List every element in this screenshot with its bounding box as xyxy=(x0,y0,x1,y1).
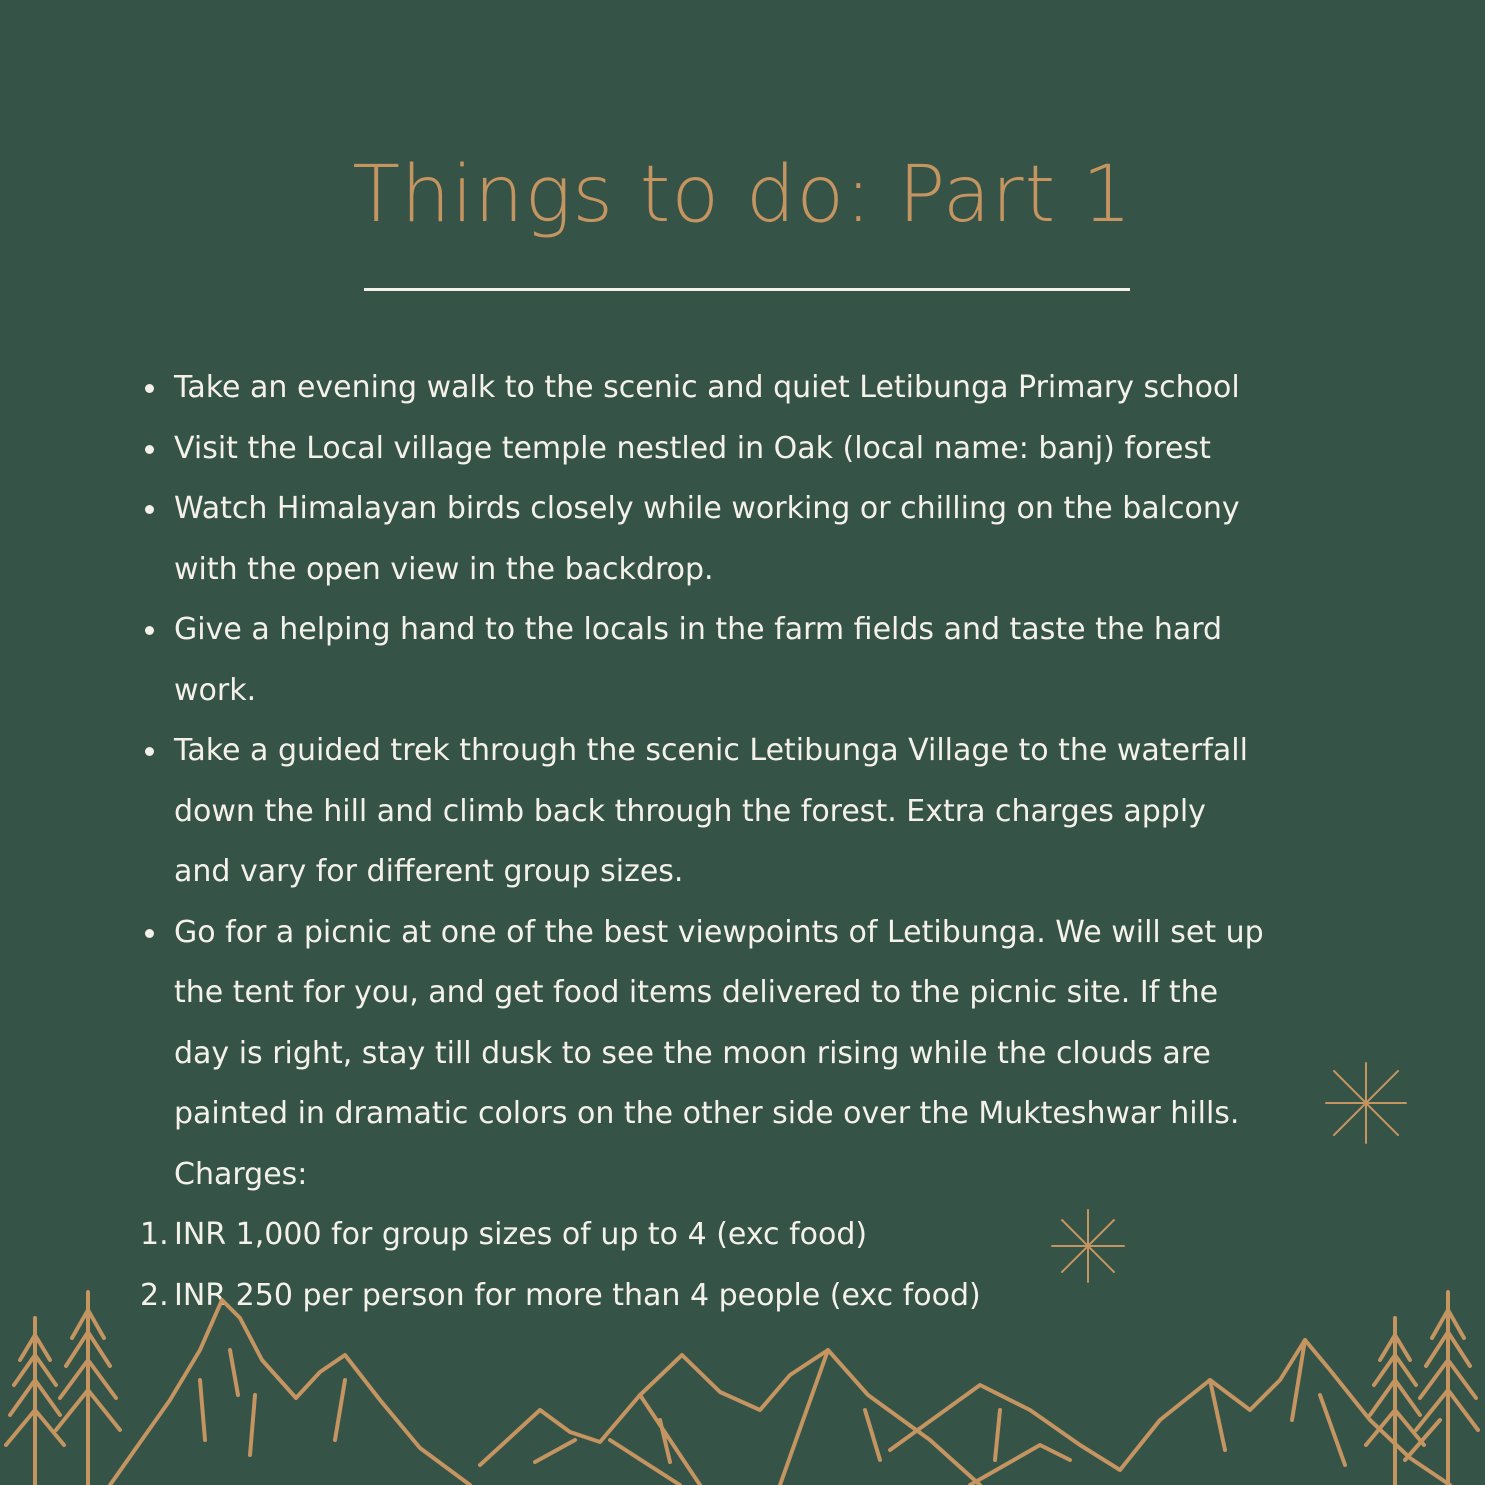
charge-text: INR 250 per person for more than 4 people (exc food) xyxy=(174,1277,981,1313)
activity-item xyxy=(174,721,1394,903)
charge-text: INR 1,000 for group sizes of up to 4 (exc food) xyxy=(174,1217,868,1252)
pine-tree-icon xyxy=(56,1292,120,1485)
activity-list xyxy=(174,358,1394,1205)
bullet-icon xyxy=(145,505,154,514)
activity-item xyxy=(174,358,1394,419)
bullet-icon xyxy=(145,445,154,454)
activity-line: down the hill and climb back through the forest. Extra charges apply xyxy=(174,793,1206,829)
activity-line: Charges: xyxy=(174,1156,308,1192)
activity-line: with the open view in the backdrop. xyxy=(174,551,714,587)
title-divider xyxy=(364,288,1130,291)
bullet-icon xyxy=(145,626,154,635)
activity-item xyxy=(174,419,1394,480)
activity-line: and vary for different group sizes. xyxy=(174,854,684,889)
charge-item xyxy=(140,1205,1394,1266)
activity-item xyxy=(174,479,1394,600)
activity-line: day is right, stay till dusk to see the moon rising while the clouds are xyxy=(174,1035,1211,1071)
activity-line: work. xyxy=(174,672,257,708)
activity-line: painted in dramatic colors on the other side over the Mukteshwar hills. xyxy=(174,1096,1240,1131)
mountain-icon xyxy=(110,1300,470,1485)
charges-list xyxy=(140,1205,1394,1326)
bullet-icon xyxy=(145,384,154,393)
things-to-do-list xyxy=(140,358,1394,1326)
activity-line: Give a helping hand to the locals in the farm fields and taste the hard xyxy=(174,612,1223,647)
mountain-icon xyxy=(610,1440,1070,1485)
page-title: Things to do: Part 1 xyxy=(352,150,1133,240)
activity-item xyxy=(174,600,1394,721)
bullet-icon xyxy=(145,747,154,756)
charge-number: 2. xyxy=(140,1277,169,1313)
pine-tree-icon xyxy=(1366,1318,1424,1485)
pine-tree-icon xyxy=(1416,1292,1478,1485)
charge-number: 1. xyxy=(140,1217,169,1252)
activity-line: Take an evening walk to the scenic and quiet Letibunga Primary school xyxy=(174,370,1240,405)
activity-line: Take a guided trek through the scenic Letibunga Village to the waterfall xyxy=(174,733,1248,768)
activity-line: Visit the Local village temple nestled in Oak (local name: banj) forest xyxy=(174,430,1211,466)
activity-line: Go for a picnic at one of the best viewpoints of Letibunga. We will set up xyxy=(174,914,1264,950)
activity-line: Watch Himalayan birds closely while working or chilling on the balcony xyxy=(174,491,1240,526)
bullet-icon xyxy=(145,929,154,938)
mountain-icon xyxy=(890,1340,1450,1485)
activity-line: the tent for you, and get food items delivered to the picnic site. If the xyxy=(174,975,1219,1010)
pine-tree-icon xyxy=(6,1318,64,1485)
activity-item xyxy=(174,903,1394,1206)
charge-item xyxy=(140,1266,1394,1327)
mountain-icon xyxy=(480,1350,980,1485)
